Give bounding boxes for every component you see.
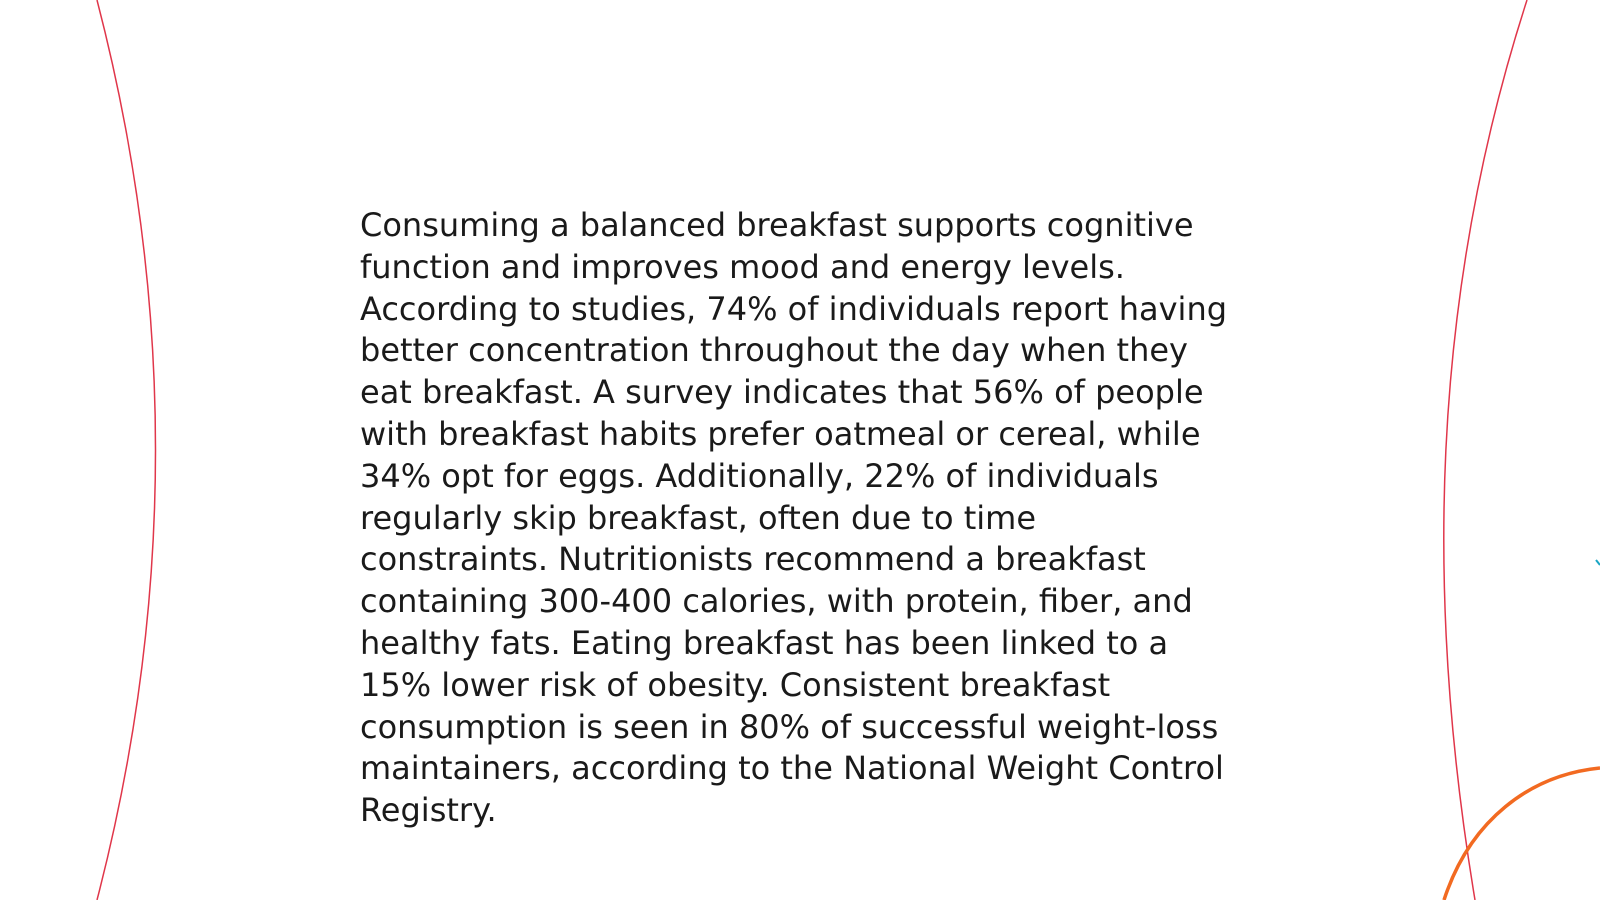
orange-arc: [1444, 768, 1600, 900]
left-curve-line: [97, 0, 156, 900]
teal-accent-mark: [1596, 560, 1600, 565]
body-paragraph: Consuming a balanced breakfast supports cognitive function and improves mood and energy levels. According to studies, 74% of individuals report having better concentration throughout the day when they eat breakfast. A survey indicates that 56% of people with breakfast habits prefer oatmeal or cereal, while 34% opt for eggs. Additionally, 22% of individuals regularly skip breakfast, often due to time constraints. Nutritionists recommend a breakfast containing 300-400 calories, with protein, fiber, and healthy fats. Eating breakfast has been linked to a 15% lower risk of obesity. Consistent breakfast consumption is seen in 80% of successful weight-loss maintainers, according to the National Weight Control Registry.: [360, 206, 1228, 830]
right-curve-line: [1444, 0, 1527, 900]
